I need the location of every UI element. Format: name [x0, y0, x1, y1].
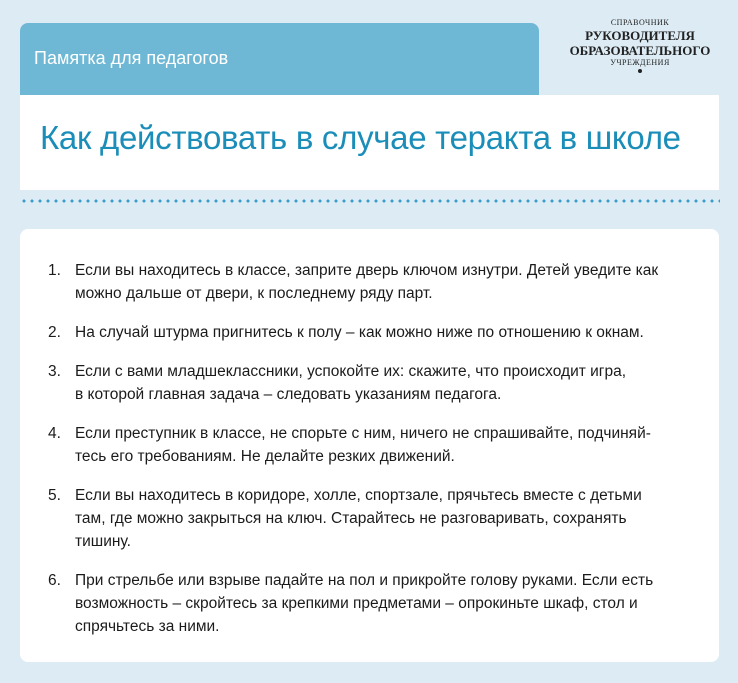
- item-text: Если с вами младшеклассники, успокойте их: скажите, что происходит игра,: [75, 363, 627, 380]
- instructions-panel: [20, 229, 719, 662]
- instructions-list: [48, 259, 698, 638]
- logo-dot: [638, 69, 642, 73]
- header-label: Памятка для педагогов: [34, 48, 229, 68]
- logo-line1: РУКОВОДИТЕЛЯ: [585, 28, 695, 43]
- title-panel: [20, 95, 719, 190]
- item-number: 3.: [48, 363, 61, 380]
- dotted-divider: [20, 199, 720, 203]
- header-tab: [20, 23, 539, 95]
- item-text: При стрельбе или взрыве падайте на пол и прикройте голову руками. Если есть: [75, 572, 654, 589]
- item-text: тишину.: [75, 533, 131, 550]
- item-text: спрячьтесь за ними.: [75, 618, 220, 635]
- item-text: Если преступник в классе, не спорьте с ним, ничего не спрашивайте, подчиняй-: [75, 425, 651, 442]
- item-text: в которой главная задача – следовать указаниям педагога.: [75, 386, 502, 403]
- item-text: можно дальше от двери, к последнему ряду парт.: [75, 285, 433, 302]
- logo-line2: ОБРАЗОВАТЕЛЬНОГО: [569, 43, 711, 58]
- logo-bottom-text: УЧРЕЖДЕНИЯ: [610, 58, 670, 67]
- item-text: На случай штурма пригнитесь к полу – как можно ниже по отношению к окнам.: [75, 324, 644, 341]
- item-number: 1.: [48, 262, 61, 279]
- list-item: [48, 569, 698, 638]
- list-item: [48, 259, 698, 305]
- item-text: возможность – скройтесь за крепкими предметами – опрокиньте шкаф, стол и: [75, 595, 638, 612]
- item-number: 4.: [48, 425, 61, 442]
- page-title: Как действовать в случае теракта в школе: [40, 119, 681, 156]
- item-number: 5.: [48, 487, 61, 504]
- item-text: тесь его требованиям. Не делайте резких движений.: [75, 448, 455, 465]
- list-item: [48, 360, 698, 406]
- list-item: [48, 484, 698, 553]
- item-text: Если вы находитесь в коридоре, холле, спортзале, прячьтесь вместе с детьми: [75, 487, 642, 504]
- list-item: [48, 321, 698, 344]
- logo-top-text: СПРАВОЧНИК: [610, 18, 670, 27]
- item-number: 6.: [48, 572, 61, 589]
- item-text: там, где можно закрыться на ключ. Старайтесь не разговаривать, сохранять: [75, 510, 627, 527]
- list-item: [48, 422, 698, 468]
- item-text: Если вы находитесь в классе, заприте дверь ключом изнутри. Детей уведите как: [75, 262, 659, 279]
- publication-logo: [560, 18, 720, 80]
- item-number: 2.: [48, 324, 61, 341]
